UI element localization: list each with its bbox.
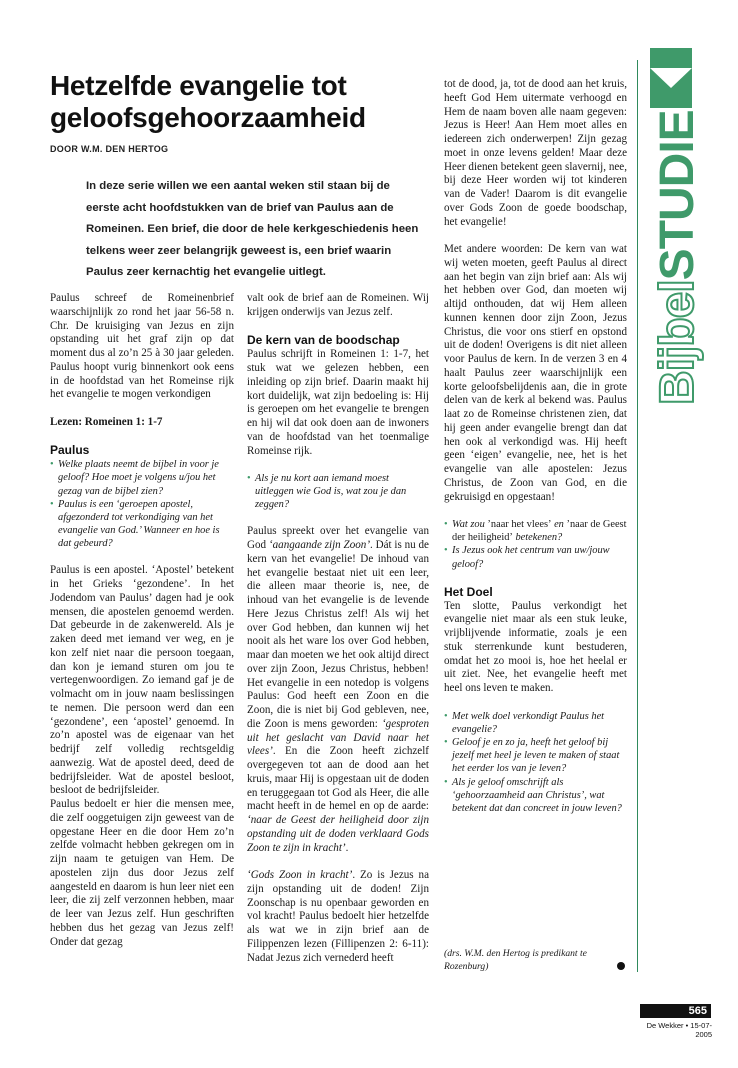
question-item: • Is Jezus ook het centrum van uw/jouw geloof?: [444, 544, 627, 570]
page-number-bar: [640, 1004, 711, 1018]
tab-notch: [650, 68, 692, 88]
byline: DOOR W.M. DEN HERTOG: [50, 144, 169, 154]
italic-quote: ‘aangaande zijn Zoon’: [268, 539, 371, 552]
text-run: Paulus spreekt over het evangelie van God: [247, 525, 429, 552]
text-run: . Dát is nu de kern van het evangelie! De inhoud van het evangelie bestaat niet uit een leer, die alleen maar theorie is, nee, de inhoud van het evangelie is de levende Here Jezus Christus zelf! Als wij het over God hebben, dan kunnen wij het nooit als het ware los over God hebben, maar dan moeten we het ook altijd direct over zijn Zoon, Jezus Christus, hebben! Het evangelie in een notedop is volgens Paulus: God heeft een Zoon en die Zoon, die is niet bij God gebleven, nee, die Zoon is mens geworden:: [247, 539, 429, 730]
section-heading-paulus: Paulus: [50, 443, 90, 458]
text-run: . En die Zoon heeft zichzelf overgegeven tot aan de dood aan het kruis, maar Hij is opgestaan uit de doden en teruggegaan tot God als Heer, die alle macht heeft in de hemel en op de aarde:: [247, 745, 429, 813]
text-run: betekenen?: [512, 532, 563, 544]
sidebar-rule: [637, 60, 638, 972]
section-label-text: [650, 110, 705, 405]
paragraph: [247, 869, 429, 965]
text-run: Wat zou: [452, 519, 488, 530]
question-item: • Als je nu kort aan iemand moest uitleggen wie God is, wat zou je dan zeggen?: [247, 472, 429, 512]
column-1: [50, 292, 234, 963]
paragraph: Ten slotte, Paulus verkondigt het evangelie niet maar als een stuk leuke, vrijblijvende informatie, zoals je een stuk sterrenkunde kunt bestuderen, omdat het zo mooi is, hoe het heelal er uit ziet. Nee, het evangelie heeft met heel ons leven te maken.: [444, 599, 627, 695]
question-list: [50, 458, 234, 550]
question-list: [444, 710, 627, 816]
question-item: • Als je geloof omschrijft als ‘gehoorzaamheid aan Christus’, wat betekent dat dan concreet in jouw leven?: [444, 776, 627, 816]
text-run: ’naar de Geest der heiligheid’: [452, 519, 627, 544]
paragraph: Paulus schrijft in Romeinen 1: 1-7, het stuk wat we gelezen hebben, een inleiding op zijn brief. Daarin maakt hij kort duidelijk, wat zijn bedoeling is: Hij is geroepen om het evangelie te brengen en hij wil dat ook doen aan de inwoners van de hoofdstad van het toenmalige Romeinse rijk.: [247, 348, 429, 457]
question-item: • Met welk doel verkondigt Paulus het evangelie?: [444, 710, 627, 736]
title-line-1: Hetzelfde evangelie tot: [50, 70, 347, 101]
question-list: [444, 518, 627, 571]
reading-reference: Lezen: Romeinen 1: 1-7: [50, 415, 163, 428]
italic-quote: ‘gesproten uit het geslacht van David naar het vlees’: [247, 717, 429, 758]
paragraph: tot de dood, ja, tot de dood aan het kruis, heeft God Hem uitermate verhoogd en Hem de naam boven alle naam gegeven: Jezus is Heer! Aan Hem moet alles en iedereen zich onderwerpen! Zijn gezag moet in onze levens gelden! Maar deze Heer dienen betekent geen slavernij, nee, bij deze Heer worden wij tot kinderen van de Vader! Daarom is dit evangelie over Gods Zoon de goede boodschap, het evangelie!: [444, 78, 627, 228]
author-note: (drs. W.M. den Hertog is predikant te Rozenburg): [444, 948, 587, 972]
text-run: . Zo is Jezus na zijn opstanding uit de doden! Zijn Zoonschap is nu openbaar geworden en vol kracht! Paulus bedoelt hier hetzelfde als wat we in zijn brief aan de Filippenzen lezen (Fillipenzen 2: 6-11): Nadat Jezus zich vernederd heeft: [247, 869, 429, 964]
title-line-2: geloofsgehoorzaamheid: [50, 102, 366, 133]
section-heading-doel: Het Doel: [444, 584, 493, 599]
column-3: [444, 78, 627, 829]
text-run: en: [551, 519, 567, 530]
section-tab-icon: [650, 48, 692, 108]
paragraph: Paulus bedoelt er hier die mensen mee, die zelf ooggetuigen zijn geweest van de opgestane Heer en die door Hem zo’n zelfde volmacht hebben gekregen om in zijn naam te getuigen van Hem. De apostelen zijn dus door Jezus zelf aangesteld en daarom is hun leer niet een leer, die zij zelf verzonnen hebben, maar de leer van Jezus zelf. Hun geschriften hebben dus het gezag van Jezus zelf! Onder dat gezag: [50, 798, 234, 948]
paragraph: valt ook de brief aan de Romeinen. Wij krijgen onderwijs van Jezus zelf.: [247, 292, 429, 318]
article-title: [50, 70, 430, 134]
intro-paragraph: In deze serie willen we een aantal weken stil staan bij de eerste acht hoofdstukken van de brief van Paulus aan de Romeinen. Een brief, die door de hele kerkgeschiedenis heen telkens weer zeer belangrijk geweest is, een brief waarin Paulus zeer kernachtig het evangelie uitlegt.: [86, 180, 419, 279]
italic-quote: ‘naar de Geest der heiligheid door zijn opstanding uit de doden verklaard Gods Zoon te zijn in kracht’: [247, 814, 429, 854]
section-label-part2: STUDIE: [651, 110, 704, 281]
text-run: .: [345, 841, 349, 854]
section-label: [644, 110, 704, 405]
paragraph: Paulus schreef de Romeinenbrief waarschijnlijk zo rond het jaar 56-58 n. Chr. De kruisiging van Jezus en zijn opstanding uit het graf zijn op dat moment dus al zo’n 25 à 30 jaar geleden. Paulus hoopt vurig binnenkort ook eens in de hoofdstad van het Romeinse rijk het evangelie te mogen verkondigen: [50, 292, 234, 401]
page-number: 565: [688, 1005, 707, 1017]
paragraph: [247, 525, 429, 855]
section-heading-kern: De kern van de boodschap: [247, 333, 400, 348]
paragraph: Met andere woorden: De kern van wat wij weten moeten, geeft Paulus al direct aan het begin van zijn brief aan: Als wij het hebben over God, dan moeten wij altijd onthouden, dat wij Hem alleen kunnen kennen door zijn Zoon, Jezus Christus, die voor ons stierf en opstond uit de doden! Overigens is dit niet alleen voor Paulus de kern. In de verzen 3 en 4 haalt Paulus zeer waarschijnlijk een korte geloofsbelijdenis aan, die in grote delen van de kerk al bekend was. Paulus laat zo de Romeinse christenen zien, dat hij geen ander evangelie brengt dan dat hen ook al verkondigd was. Hij heeft geen ‘eigen’ evangelie, nee, het is het evangelie van alle apostelen: Jezus Christus, de Zoon van God, en die gekruisigd en opgestaan!: [444, 243, 627, 503]
question-list: [247, 472, 429, 512]
italic-quote: ‘Gods Zoon in kracht’: [247, 869, 353, 882]
question-item: • Paulus is een ‘geroepen apostel, afgezonderd tot verkondiging van het evangelie van God.’ Wanneer en hoe is dat gebeurd?: [50, 498, 234, 551]
paragraph: Paulus is een apostel. ‘Apostel’ betekent in het Grieks ‘gezondene’. In het Jodendom van Paulus’ dagen had je ook mensen, die apostelen genoemd werden. Dat gebeurde in de zakenwereld. Als je zaken deed met iemand ver weg, en je kon zelf niet naar die persoon toegaan, dan kon je iemand sturen om jou te vertegenwoordigen. Zo iemand gaf je de volmacht om in jouw naam beslissingen te nemen. Die persoon werd dan een ‘gezondene’, een ‘apostel’ genoemd. In zo’n apostel was de eigenaar van het bedrijf zelf volledig rechtsgeldig aanwezig. Wat de apostel deed, deed de bedrijfsleider. Wat de apostel besloot, besloot de bedrijfsleider.: [50, 564, 234, 797]
publication-footer: De Wekker • 15-07-2005: [646, 1021, 712, 1039]
section-label-part1: Bijbel: [651, 280, 704, 405]
question-item: [444, 518, 627, 544]
text-run: ’naar het vlees’: [487, 519, 552, 530]
end-mark-icon: [617, 962, 625, 970]
question-item: • Geloof je en zo ja, heeft het geloof bij jezelf met heel je leven te maken of staat het eerder los van je leven?: [444, 736, 627, 776]
column-2: [247, 292, 429, 979]
question-item: • Welke plaats neemt de bijbel in voor je geloof? Hoe moet je volgens u/jou het gezag van de bijbel zien?: [50, 458, 234, 498]
